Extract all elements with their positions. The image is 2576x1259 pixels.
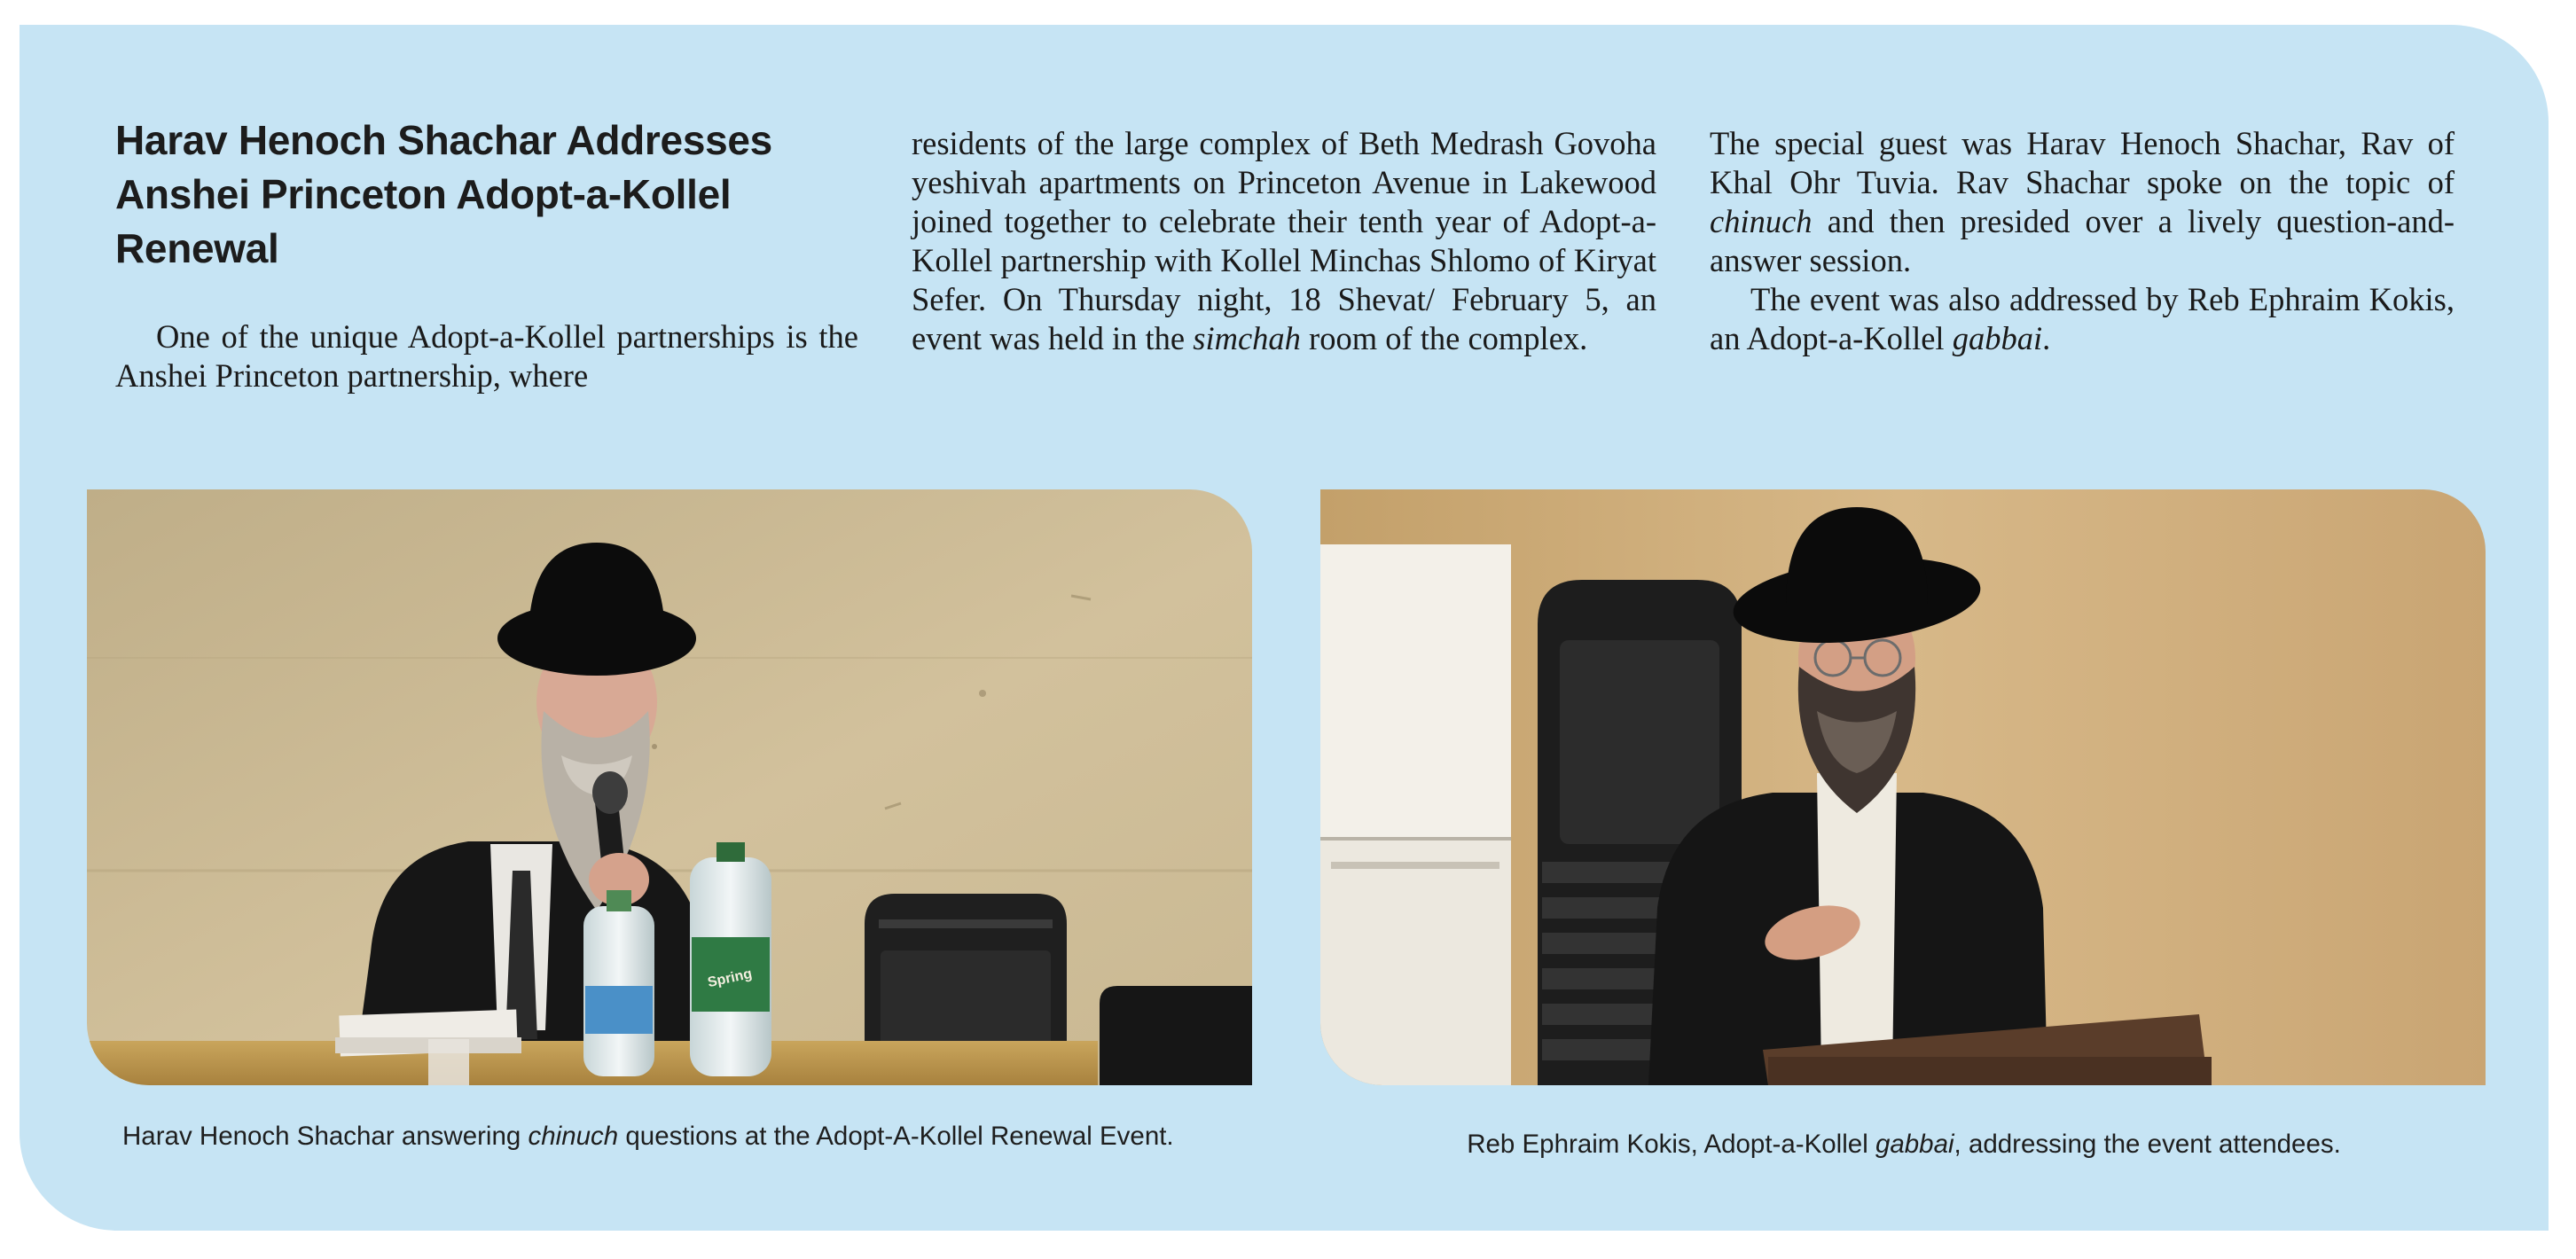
photo-shachar-illustration [87, 489, 1252, 1085]
article-paragraph [1710, 280, 2455, 358]
article-paragraph: One of the unique Adopt-a-Kollel partnerships is the Anshei Princeton partnership, where [115, 318, 858, 394]
caption-text: , addressing the event attendees. [1954, 1130, 2341, 1159]
photo-caption-shachar [122, 1119, 1222, 1154]
photo-caption-kokis [1321, 1127, 2486, 1162]
photo-shachar [87, 489, 1252, 1085]
article-column-3 [1710, 124, 2455, 358]
emphasis-text: gabbai [1952, 320, 2043, 356]
article-column-1 [115, 317, 858, 395]
caption-text: Reb Ephraim Kokis, Adopt-a-Kollel [1467, 1130, 1875, 1159]
paragraph-text: residents of the large complex of Beth Medrash Govoha yeshivah apartments on Princeton Avenue in Lakewood joined together to celebrate their tenth year of Adopt-a-Kollel partnership with Kollel Minchas Shlomo of Kiryat Sefer. On Thursday night, 18 Shevat/ February 5, an event was held in the [912, 125, 1656, 356]
bottle-label: Spring [706, 966, 754, 991]
article-paragraph [1710, 124, 2455, 280]
emphasis-text: chinuch [1710, 203, 1813, 239]
caption-emphasis: gabbai [1875, 1130, 1954, 1159]
paragraph-text: The event was also addressed by Reb Ephraim Kokis, an Adopt-a-Kollel [1710, 281, 2455, 356]
caption-text: Harav Henoch Shachar answering [122, 1122, 529, 1151]
article-paragraph [912, 124, 1656, 358]
article-column-2 [912, 124, 1656, 358]
photo-kokis [1320, 489, 2486, 1085]
caption-emphasis: chinuch [528, 1122, 619, 1151]
paragraph-text: room of the complex. [1300, 320, 1588, 356]
emphasis-text: simchah [1193, 320, 1301, 356]
paragraph-text: and then presided over a lively question-and-answer session. [1710, 203, 2455, 278]
photo-kokis-illustration [1320, 489, 2486, 1085]
caption-text: questions at the Adopt-A-Kollel Renewal Event. [618, 1122, 1174, 1151]
article-headline: Harav Henoch Shachar Addresses Anshei Princeton Adopt-a-Kollel Renewal [115, 117, 772, 271]
paragraph-text: . [2042, 320, 2051, 356]
paragraph-text: The special guest was Harav Henoch Shachar, Rav of Khal Ohr Tuvia. Rav Shachar spoke on the topic of [1710, 125, 2455, 200]
